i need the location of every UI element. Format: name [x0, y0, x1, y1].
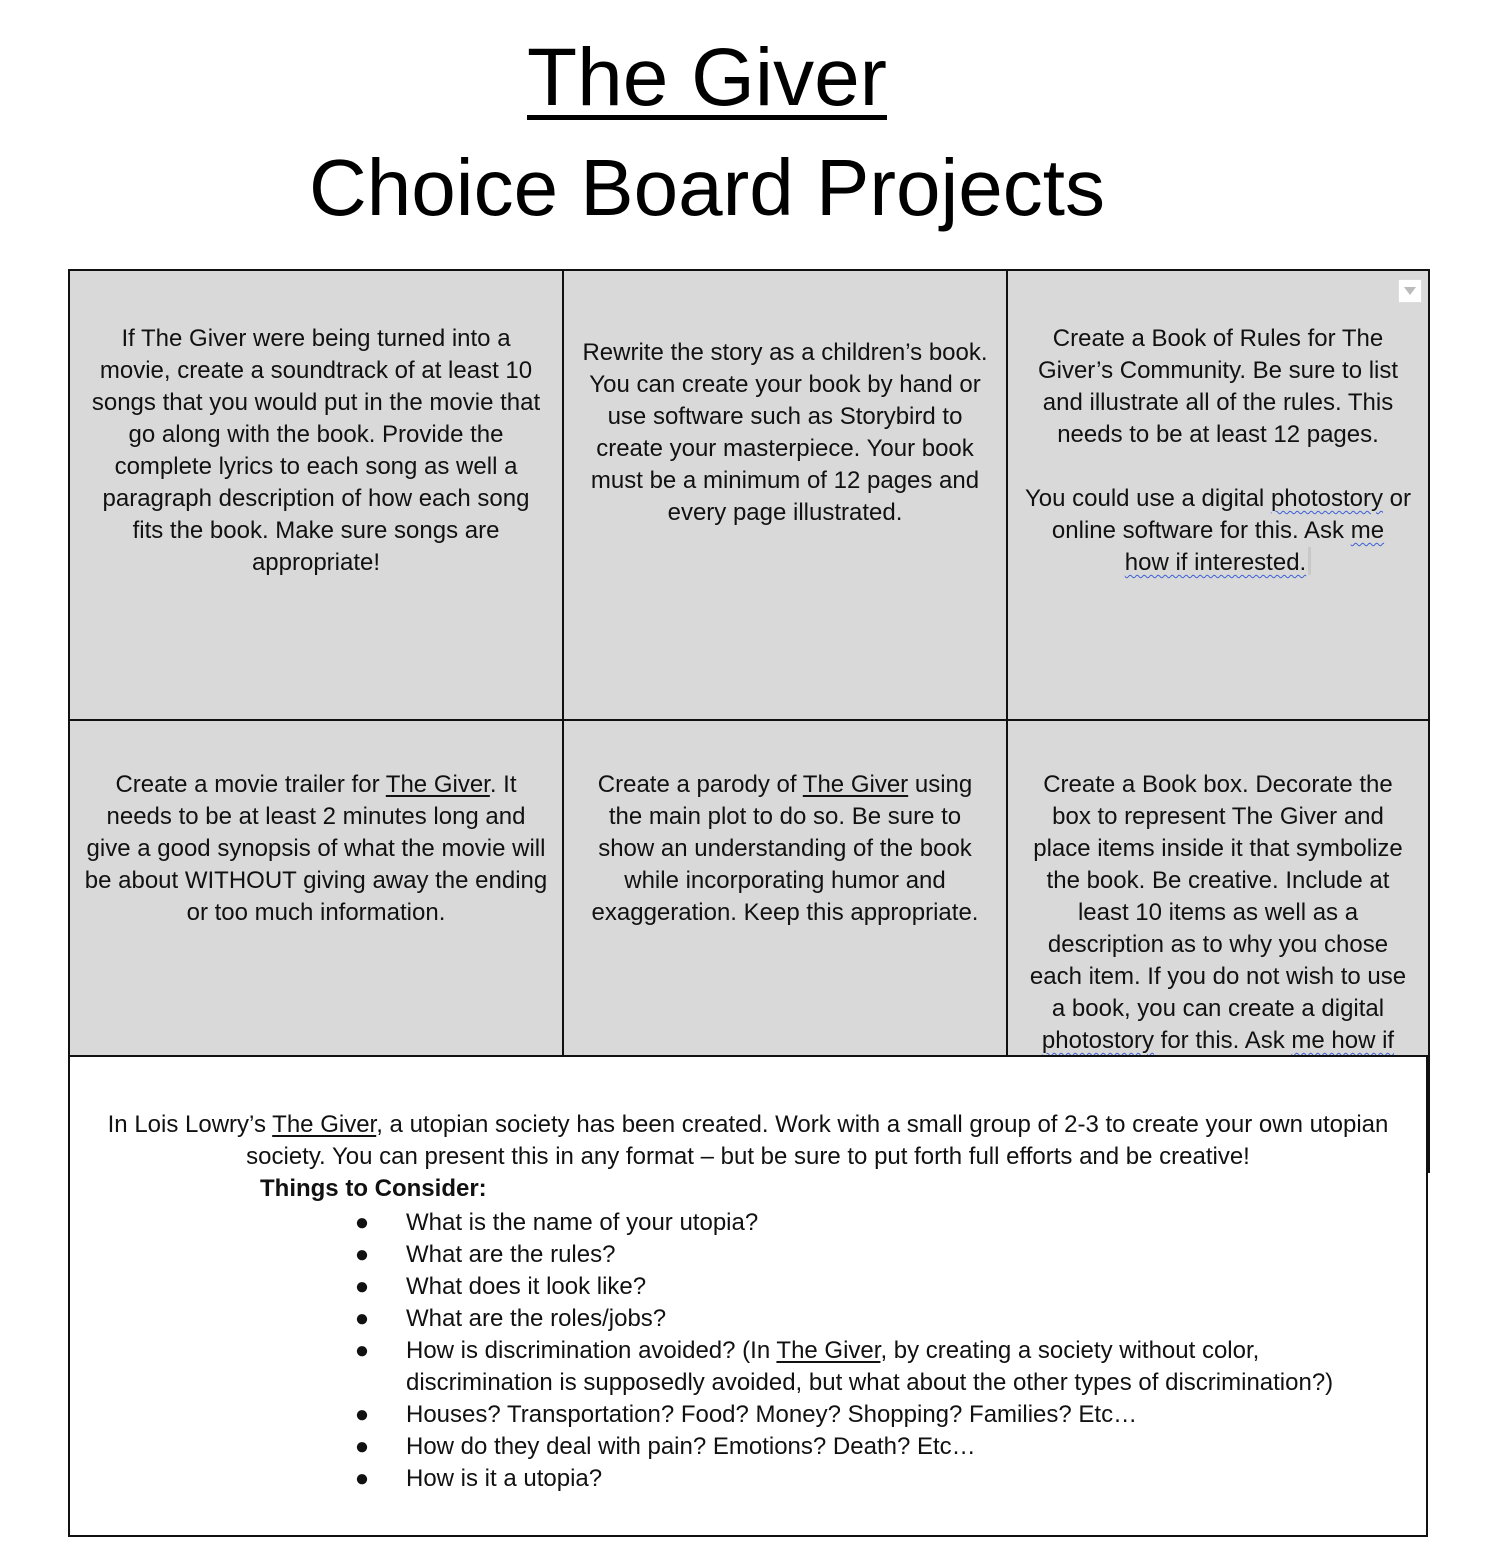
- cell-text: If The Giver were being turned into a movie, create a soundtrack of at least 10 songs that you would put in the movie that go along with the book. Provide the complete lyrics to each song as well a paragraph description of how each song fits the book. Make sure songs are appropriate!: [91, 325, 541, 576]
- list-item: [352, 1303, 1366, 1335]
- list-item-text: How do they deal with pain? Emotions? Death? Etc…: [406, 1433, 976, 1460]
- things-to-consider-heading: Things to Consider:: [260, 1175, 487, 1202]
- bullet-icon: ●: [354, 1433, 370, 1460]
- intro-text: , a utopian society has been created. Work with a small group of 2-3 to create your own utopian society. You can present this in any format – but be sure to put forth full efforts and be creative!: [246, 1111, 1389, 1170]
- book-title-underlined: The Giver: [385, 771, 490, 798]
- utopia-intro: [84, 1109, 1412, 1173]
- spellcheck-word[interactable]: me: [1350, 517, 1385, 544]
- spellcheck-word[interactable]: photostory: [1041, 1027, 1154, 1054]
- cell-text: Create a Book box. Decorate the box to represent The Giver and place items inside it that symbolize the book. Be creative. Include at least 10 items as well as a description as to why you chose each item. If you do not wish to use a book, you can create a digital: [1029, 771, 1407, 1022]
- cell-text: using the main plot to do so. Be sure to show an understanding of the book while incorporating humor and exaggeration. Keep this appropriate.: [591, 771, 979, 926]
- bullet-icon: ●: [354, 1273, 370, 1300]
- board-row: [69, 270, 1429, 720]
- choice-cell-book-of-rules[interactable]: [1007, 270, 1429, 720]
- cell-paragraph: [1022, 483, 1414, 579]
- bullet-icon: ●: [354, 1401, 370, 1428]
- utopia-project-box[interactable]: [68, 1055, 1428, 1537]
- document-title: [0, 28, 1414, 128]
- list-item-text: What are the rules?: [406, 1241, 616, 1268]
- dropdown-arrow-icon[interactable]: [1398, 279, 1422, 303]
- list-item-text: What is the name of your utopia?: [406, 1209, 759, 1236]
- list-item: [352, 1399, 1366, 1431]
- choice-cell-soundtrack[interactable]: [69, 270, 563, 720]
- list-item: [352, 1207, 1366, 1239]
- list-item-text: How is discrimination avoided? (In: [406, 1337, 777, 1364]
- book-title-underlined: The Giver: [776, 1337, 881, 1364]
- cell-text: Create a parody of: [597, 771, 803, 798]
- book-title-underlined: The Giver: [802, 771, 909, 798]
- cell-text: Rewrite the story as a children’s book. You can create your book by hand or use software such as Storybird to create your masterpiece. Your book must be a minimum of 12 pages and every page illustrated.: [582, 339, 988, 526]
- text-cursor: [1308, 547, 1311, 575]
- cell-text: for this. Ask: [1153, 1027, 1292, 1054]
- bullet-icon: ●: [354, 1337, 370, 1364]
- bullet-icon: ●: [354, 1241, 370, 1268]
- bullet-icon: ●: [354, 1209, 370, 1236]
- spellcheck-word[interactable]: me how if: [1291, 1027, 1395, 1054]
- spellcheck-word[interactable]: how if interested.: [1124, 549, 1307, 576]
- list-item-text: What are the roles/jobs?: [406, 1305, 667, 1332]
- cell-text: You could use a digital: [1024, 485, 1271, 512]
- intro-text: In Lois Lowry’s: [107, 1111, 273, 1138]
- document-subtitle: Choice Board Projects: [309, 143, 1105, 232]
- list-item: [352, 1335, 1366, 1399]
- consider-list: [352, 1207, 1366, 1495]
- bullet-icon: ●: [354, 1465, 370, 1492]
- cell-text: or online software for this. Ask: [1051, 485, 1412, 544]
- list-item: [352, 1239, 1366, 1271]
- choice-cell-childrens-book[interactable]: [563, 270, 1007, 720]
- list-item-text: How is it a utopia?: [406, 1465, 603, 1492]
- list-item-text: Houses? Transportation? Food? Money? Shopping? Families? Etc…: [406, 1401, 1138, 1428]
- cell-text: . It needs to be at least 2 minutes long and give a good synopsis of what the movie will be about WITHOUT giving away the ending or too much information.: [84, 771, 548, 926]
- list-item-text: What does it look like?: [406, 1273, 647, 1300]
- title-text: The Giver: [527, 32, 887, 123]
- list-item-text: , by creating a society without color, discrimination is supposedly avoided, but what about the other types of discrimination?): [406, 1337, 1334, 1396]
- list-item: [352, 1463, 1366, 1495]
- book-title-underlined: The Giver: [272, 1111, 377, 1138]
- list-item: [352, 1271, 1366, 1303]
- spellcheck-word[interactable]: photostory: [1270, 485, 1384, 512]
- bullet-icon: ●: [354, 1305, 370, 1332]
- cell-paragraph: Create a Book of Rules for The Giver’s Community. Be sure to list and illustrate all of the rules. This needs to be at least 12 pages.: [1037, 325, 1399, 448]
- list-item: [352, 1431, 1366, 1463]
- cell-text: Create a movie trailer for: [115, 771, 386, 798]
- choice-board-table: [68, 269, 1430, 1173]
